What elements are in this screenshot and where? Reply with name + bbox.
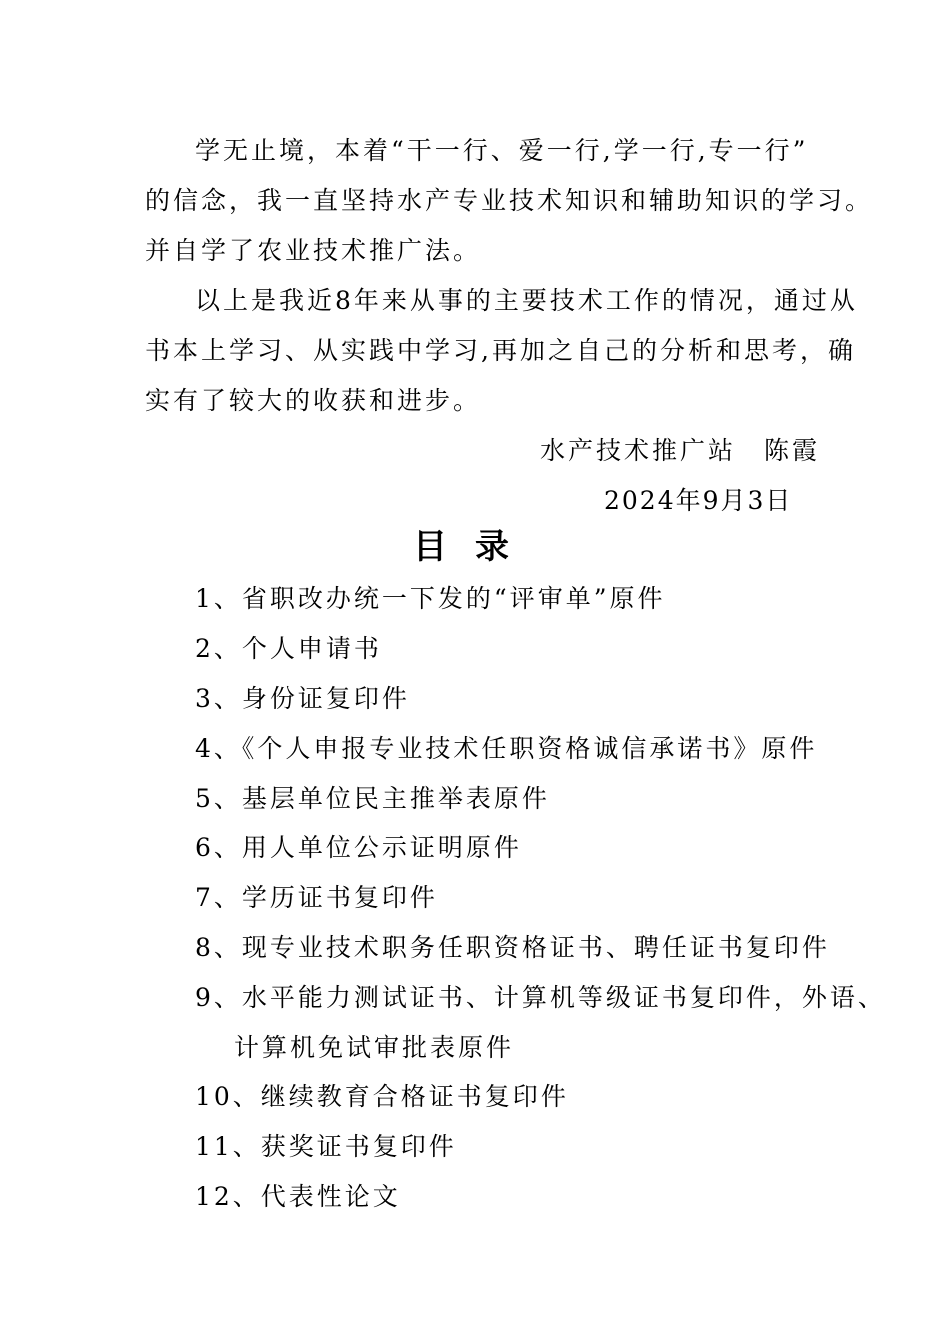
paragraph1-line1: 学无止境，本着“干一行、爱一行,学一行,专一行” — [195, 136, 809, 165]
paragraph1-line3: 并自学了农业技术推广法。 — [145, 236, 482, 265]
signature-org: 水产技术推广站 陈霞 — [540, 436, 821, 465]
contents-item: 3、身份证复印件 — [195, 684, 410, 713]
signature-date: 2024年9月3日 — [604, 486, 793, 515]
contents-item: 2、个人申请书 — [195, 634, 382, 663]
contents-item: 6、用人单位公示证明原件 — [195, 833, 522, 862]
contents-item: 7、学历证书复印件 — [195, 883, 438, 912]
contents-item: 4、《个人申报专业技术任职资格诚信承诺书》原件 — [195, 734, 818, 763]
contents-item: 8、现专业技术职务任职资格证书、聘任证书复印件 — [195, 933, 830, 962]
paragraph2-line1: 以上是我近8年来从事的主要技术工作的情况，通过从 — [195, 286, 858, 315]
contents-item-continued: 计算机免试审批表原件 — [234, 1033, 515, 1062]
contents-title: 目录 — [413, 527, 537, 567]
contents-item: 5、基层单位民主推举表原件 — [195, 784, 550, 813]
paragraph2-line3: 实有了较大的收获和进步。 — [145, 386, 482, 415]
paragraph2-line2: 书本上学习、从实践中学习,再加之自己的分析和思考，确 — [145, 336, 856, 365]
contents-item: 10、继续教育合格证书复印件 — [195, 1082, 569, 1111]
paragraph1-line2: 的信念，我一直坚持水产专业技术知识和辅助知识的学习。 — [145, 186, 874, 215]
contents-item: 9、水平能力测试证书、计算机等级证书复印件，外语、 — [195, 983, 886, 1012]
contents-item: 11、获奖证书复印件 — [195, 1132, 457, 1161]
contents-item: 1、省职改办统一下发的“评审单”原件 — [195, 584, 666, 613]
contents-item: 12、代表性论文 — [195, 1182, 401, 1211]
